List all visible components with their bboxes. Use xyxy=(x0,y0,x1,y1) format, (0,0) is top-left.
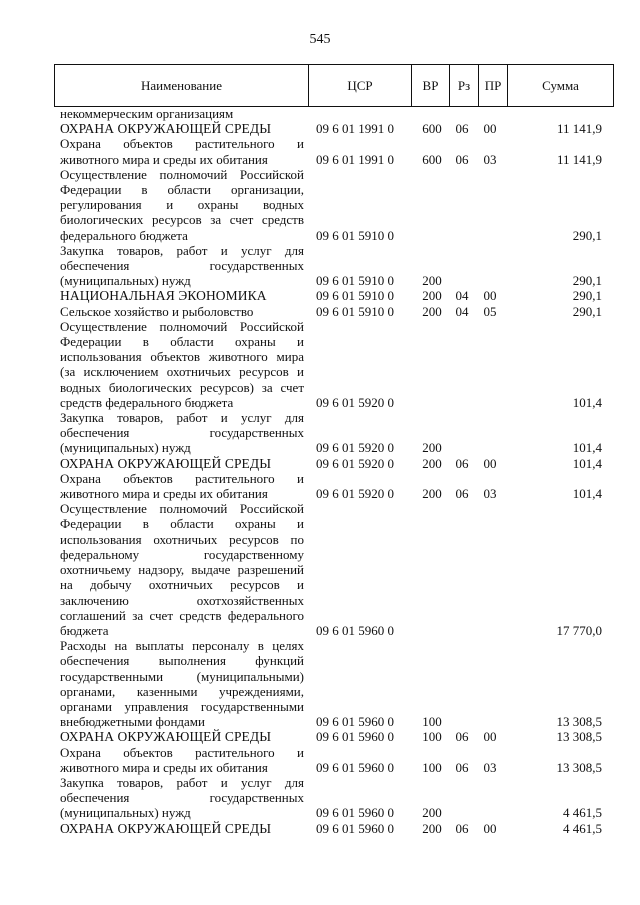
row-vr: 100 xyxy=(422,714,442,730)
row-sum: 101,4 xyxy=(572,394,602,410)
row-name: Осуществление полномочий Российской Федерации в области организации, регулирования и охраны водных биологических ресурсов за счет средств федерального бюджета xyxy=(60,166,304,243)
row-pr: 05 xyxy=(483,303,497,319)
row-sum: 13 308,5 xyxy=(556,759,602,775)
row-sum: 11 141,9 xyxy=(556,151,602,167)
header-rz: Рз xyxy=(450,65,479,106)
row-name: Расходы на выплаты персоналу в целях обеспечения выполнения функций государственными (муниципальными) органами, казенными учреждениями, органами управления государственными внебюджетными фондами xyxy=(60,638,304,730)
row-pr: 03 xyxy=(483,151,497,167)
table-row xyxy=(54,304,614,319)
row-pr: 00 xyxy=(483,820,497,836)
row-csr: 09 6 01 5960 0 xyxy=(316,820,394,836)
table-row xyxy=(54,775,614,821)
table-row xyxy=(54,319,614,410)
row-rz: 04 xyxy=(455,288,469,304)
section-heading: ОХРАНА ОКРУЖАЮЩЕЙ СРЕДЫ xyxy=(60,455,272,471)
row-sum: 290,1 xyxy=(572,288,602,304)
row-csr: 09 6 01 5960 0 xyxy=(316,714,394,730)
row-csr: 09 6 01 5910 0 xyxy=(316,303,394,319)
row-name: некоммерческим организациям xyxy=(60,106,234,121)
row-vr: 200 xyxy=(422,303,442,319)
table-row xyxy=(54,243,614,289)
row-sum: 17 770,0 xyxy=(556,622,602,638)
row-sum: 4 461,5 xyxy=(563,805,602,821)
table-row xyxy=(54,745,614,775)
row-pr: 00 xyxy=(483,288,497,304)
table-row xyxy=(54,167,614,243)
row-sum: 290,1 xyxy=(572,227,602,243)
table-row xyxy=(54,821,614,836)
table-row xyxy=(54,638,614,729)
row-name: Сельское хозяйство и рыболовство xyxy=(60,303,254,319)
row-rz: 06 xyxy=(455,729,469,745)
row-rz: 04 xyxy=(455,303,469,319)
table-body xyxy=(54,106,614,836)
row-vr: 200 xyxy=(422,273,442,289)
row-vr: 600 xyxy=(422,151,442,167)
header-pr: ПР xyxy=(479,65,508,106)
row-csr: 09 6 01 5920 0 xyxy=(316,486,394,502)
row-pr: 00 xyxy=(483,455,497,471)
table-row xyxy=(54,121,614,136)
table-row xyxy=(54,501,614,638)
page-number: 545 xyxy=(309,32,331,47)
row-rz: 06 xyxy=(455,121,469,137)
row-vr: 200 xyxy=(422,288,442,304)
row-csr: 09 6 01 5920 0 xyxy=(316,455,394,471)
header-csr: ЦСР xyxy=(309,65,412,106)
row-vr: 200 xyxy=(422,486,442,502)
row-pr: 00 xyxy=(483,729,497,745)
row-csr: 09 6 01 5960 0 xyxy=(316,622,394,638)
row-csr: 09 6 01 5960 0 xyxy=(316,759,394,775)
row-name: Охрана объектов растительного и животного мира и среды их обитания xyxy=(60,136,304,167)
row-name: Осуществление полномочий Российской Федерации в области охраны и использования объектов животного мира (за исключением охотничьих ресурсов и водных биологических ресурсов) за счет средств федерального бюджета xyxy=(60,318,304,410)
row-csr: 09 6 01 1991 0 xyxy=(316,151,394,167)
row-vr: 100 xyxy=(422,759,442,775)
row-sum: 290,1 xyxy=(572,273,602,289)
section-heading: ОХРАНА ОКРУЖАЮЩЕЙ СРЕДЫ xyxy=(60,729,272,745)
row-rz: 06 xyxy=(455,759,469,775)
row-vr: 200 xyxy=(422,440,442,456)
section-heading: ОХРАНА ОКРУЖАЮЩЕЙ СРЕДЫ xyxy=(60,820,272,836)
header-name: Наименование xyxy=(55,65,309,106)
table-row xyxy=(54,456,614,471)
row-sum: 101,4 xyxy=(572,440,602,456)
row-name: Осуществление полномочий Российской Федерации в области охраны и использования охотничьих ресурсов по федеральному государственному охотничьему надзору, выдаче разрешений на добычу охотничьих ресурсов и заключению охотхозяйственных соглашений за счет средств федерального бюджета xyxy=(60,501,304,638)
header-vr: ВР xyxy=(412,65,450,106)
table-row xyxy=(54,729,614,744)
row-name: Охрана объектов растительного и животного мира и среды их обитания xyxy=(60,744,304,775)
section-heading: НАЦИОНАЛЬНАЯ ЭКОНОМИКА xyxy=(60,288,267,304)
row-rz: 06 xyxy=(455,151,469,167)
row-sum: 4 461,5 xyxy=(563,820,602,836)
row-csr: 09 6 01 5920 0 xyxy=(316,440,394,456)
row-vr: 600 xyxy=(422,121,442,137)
row-csr: 09 6 01 1991 0 xyxy=(316,121,394,137)
row-sum: 101,4 xyxy=(572,455,602,471)
row-vr: 200 xyxy=(422,455,442,471)
row-csr: 09 6 01 5910 0 xyxy=(316,288,394,304)
table-header xyxy=(54,64,614,107)
row-name: Закупка товаров, работ и услуг для обеспечения государственных (муниципальных) нужд xyxy=(60,774,304,821)
row-name: Закупка товаров, работ и услуг для обеспечения государственных (муниципальных) нужд xyxy=(60,410,304,456)
row-csr: 09 6 01 5920 0 xyxy=(316,394,394,410)
table-row xyxy=(54,410,614,456)
row-vr: 200 xyxy=(422,820,442,836)
row-pr: 03 xyxy=(483,486,497,502)
section-heading: ОХРАНА ОКРУЖАЮЩЕЙ СРЕДЫ xyxy=(60,121,272,137)
row-csr: 09 6 01 5960 0 xyxy=(316,805,394,821)
row-rz: 06 xyxy=(455,455,469,471)
row-vr: 100 xyxy=(422,729,442,745)
table-row xyxy=(54,288,614,303)
row-pr: 00 xyxy=(483,121,497,137)
row-csr: 09 6 01 5910 0 xyxy=(316,273,394,289)
row-rz: 06 xyxy=(455,486,469,502)
row-sum: 13 308,5 xyxy=(556,729,602,745)
row-rz: 06 xyxy=(455,820,469,836)
table-row xyxy=(54,106,614,121)
table-row xyxy=(54,471,614,501)
row-name: Охрана объектов растительного и животного мира и среды их обитания xyxy=(60,470,304,502)
row-sum: 11 141,9 xyxy=(556,121,602,137)
row-sum: 101,4 xyxy=(572,486,602,502)
table-row xyxy=(54,136,614,166)
row-sum: 290,1 xyxy=(572,303,602,319)
header-sum: Сумма xyxy=(542,78,579,93)
row-name: Закупка товаров, работ и услуг для обеспечения государственных (муниципальных) нужд xyxy=(60,242,304,289)
row-pr: 03 xyxy=(483,759,497,775)
row-vr: 200 xyxy=(422,805,442,821)
row-csr: 09 6 01 5910 0 xyxy=(316,227,394,243)
row-sum: 13 308,5 xyxy=(556,714,602,730)
row-csr: 09 6 01 5960 0 xyxy=(316,729,394,745)
